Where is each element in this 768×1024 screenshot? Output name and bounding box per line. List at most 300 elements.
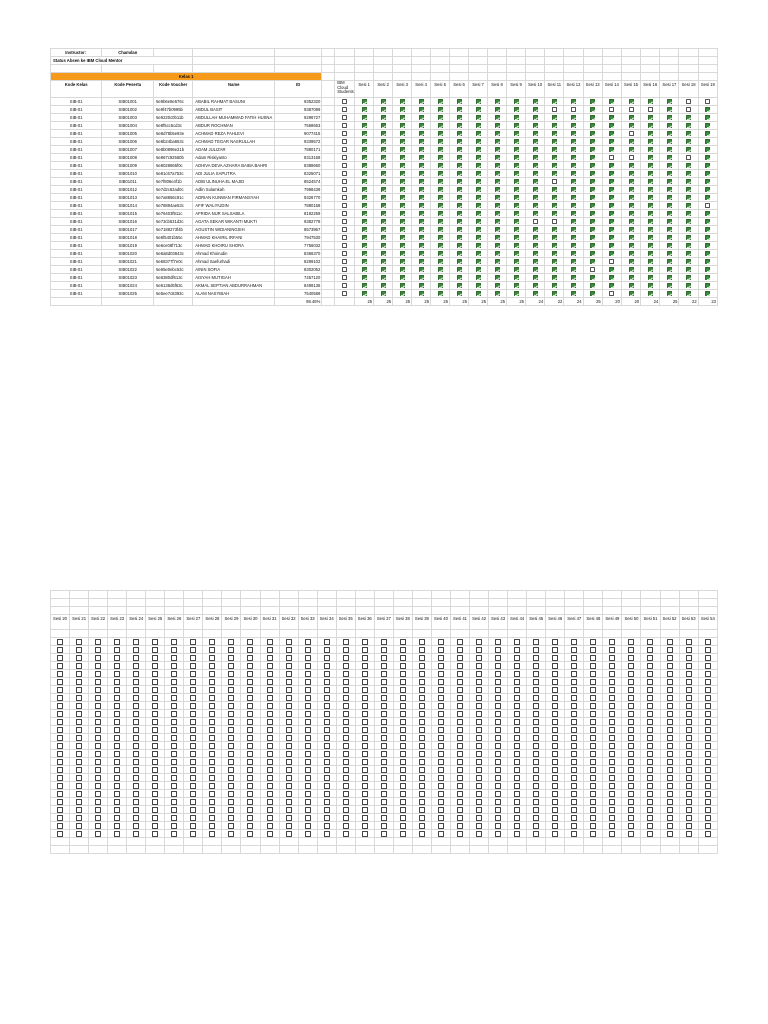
attendance-checkbox-sesi-25[interactable] bbox=[152, 791, 158, 797]
ibm-cloud-checkbox[interactable] bbox=[342, 227, 347, 232]
attendance-checkbox-sesi-21[interactable] bbox=[76, 655, 82, 661]
attendance-checkbox-sesi-45[interactable] bbox=[533, 799, 539, 805]
attendance-checkbox-sesi-27[interactable] bbox=[190, 727, 196, 733]
attendance-checkbox-sesi-8[interactable] bbox=[495, 115, 500, 120]
attendance-checkbox-sesi-22[interactable] bbox=[95, 719, 101, 725]
attendance-checkbox-sesi-36[interactable] bbox=[362, 647, 368, 653]
attendance-checkbox-sesi-54[interactable] bbox=[705, 687, 711, 693]
attendance-checkbox-sesi-51[interactable] bbox=[647, 759, 653, 765]
attendance-checkbox-sesi-32[interactable] bbox=[286, 719, 292, 725]
attendance-checkbox-sesi-12[interactable] bbox=[571, 267, 576, 272]
attendance-checkbox-sesi-13[interactable] bbox=[590, 115, 595, 120]
attendance-checkbox-sesi-47[interactable] bbox=[571, 799, 577, 805]
attendance-checkbox-sesi-22[interactable] bbox=[95, 671, 101, 677]
attendance-checkbox-sesi-20[interactable] bbox=[57, 655, 63, 661]
attendance-checkbox-sesi-46[interactable] bbox=[552, 663, 558, 669]
attendance-checkbox-sesi-5[interactable] bbox=[438, 243, 443, 248]
attendance-checkbox-sesi-52[interactable] bbox=[667, 647, 673, 653]
attendance-checkbox-sesi-42[interactable] bbox=[476, 719, 482, 725]
attendance-checkbox-sesi-7[interactable] bbox=[476, 267, 481, 272]
attendance-checkbox-sesi-37[interactable] bbox=[381, 807, 387, 813]
attendance-checkbox-sesi-5[interactable] bbox=[438, 251, 443, 256]
attendance-checkbox-sesi-13[interactable] bbox=[590, 139, 595, 144]
attendance-checkbox-sesi-15[interactable] bbox=[629, 283, 634, 288]
attendance-checkbox-sesi-13[interactable] bbox=[590, 251, 595, 256]
attendance-checkbox-sesi-26[interactable] bbox=[171, 639, 177, 645]
attendance-checkbox-sesi-47[interactable] bbox=[571, 655, 577, 661]
attendance-checkbox-sesi-39[interactable] bbox=[419, 783, 425, 789]
ibm-cloud-checkbox[interactable] bbox=[342, 171, 347, 176]
attendance-checkbox-sesi-49[interactable] bbox=[609, 775, 615, 781]
attendance-checkbox-sesi-3[interactable] bbox=[400, 203, 405, 208]
attendance-checkbox-sesi-15[interactable] bbox=[629, 227, 634, 232]
attendance-checkbox-sesi-43[interactable] bbox=[495, 655, 501, 661]
attendance-checkbox-sesi-35[interactable] bbox=[343, 695, 349, 701]
attendance-checkbox-sesi-14[interactable] bbox=[609, 131, 614, 136]
attendance-checkbox-sesi-35[interactable] bbox=[343, 799, 349, 805]
attendance-checkbox-sesi-22[interactable] bbox=[95, 663, 101, 669]
attendance-checkbox-sesi-15[interactable] bbox=[629, 251, 634, 256]
attendance-checkbox-sesi-20[interactable] bbox=[57, 799, 63, 805]
attendance-checkbox-sesi-8[interactable] bbox=[495, 99, 500, 104]
attendance-checkbox-sesi-39[interactable] bbox=[419, 655, 425, 661]
attendance-checkbox-sesi-35[interactable] bbox=[343, 783, 349, 789]
attendance-checkbox-sesi-45[interactable] bbox=[533, 735, 539, 741]
attendance-checkbox-sesi-41[interactable] bbox=[457, 791, 463, 797]
attendance-checkbox-sesi-49[interactable] bbox=[609, 639, 615, 645]
attendance-checkbox-sesi-15[interactable] bbox=[629, 107, 634, 112]
attendance-checkbox-sesi-34[interactable] bbox=[324, 655, 330, 661]
attendance-checkbox-sesi-50[interactable] bbox=[628, 695, 634, 701]
attendance-checkbox-sesi-22[interactable] bbox=[95, 727, 101, 733]
attendance-checkbox-sesi-47[interactable] bbox=[571, 791, 577, 797]
attendance-checkbox-sesi-14[interactable] bbox=[609, 147, 614, 152]
attendance-checkbox-sesi-17[interactable] bbox=[667, 171, 672, 176]
attendance-checkbox-sesi-41[interactable] bbox=[457, 783, 463, 789]
attendance-checkbox-sesi-35[interactable] bbox=[343, 639, 349, 645]
attendance-checkbox-sesi-40[interactable] bbox=[438, 687, 444, 693]
attendance-checkbox-sesi-25[interactable] bbox=[152, 807, 158, 813]
attendance-checkbox-sesi-15[interactable] bbox=[629, 187, 634, 192]
attendance-checkbox-sesi-38[interactable] bbox=[400, 743, 406, 749]
attendance-checkbox-sesi-41[interactable] bbox=[457, 719, 463, 725]
attendance-checkbox-sesi-24[interactable] bbox=[133, 767, 139, 773]
attendance-checkbox-sesi-27[interactable] bbox=[190, 823, 196, 829]
attendance-checkbox-sesi-10[interactable] bbox=[533, 243, 538, 248]
attendance-checkbox-sesi-35[interactable] bbox=[343, 791, 349, 797]
attendance-checkbox-sesi-45[interactable] bbox=[533, 719, 539, 725]
attendance-checkbox-sesi-54[interactable] bbox=[705, 807, 711, 813]
attendance-checkbox-sesi-52[interactable] bbox=[667, 791, 673, 797]
attendance-checkbox-sesi-24[interactable] bbox=[133, 751, 139, 757]
attendance-checkbox-sesi-54[interactable] bbox=[705, 799, 711, 805]
attendance-checkbox-sesi-36[interactable] bbox=[362, 759, 368, 765]
attendance-checkbox-sesi-44[interactable] bbox=[514, 767, 520, 773]
attendance-checkbox-sesi-18[interactable] bbox=[686, 163, 691, 168]
attendance-checkbox-sesi-37[interactable] bbox=[381, 799, 387, 805]
attendance-checkbox-sesi-42[interactable] bbox=[476, 671, 482, 677]
attendance-checkbox-sesi-36[interactable] bbox=[362, 783, 368, 789]
attendance-checkbox-sesi-14[interactable] bbox=[609, 235, 614, 240]
attendance-checkbox-sesi-50[interactable] bbox=[628, 663, 634, 669]
attendance-checkbox-sesi-5[interactable] bbox=[438, 267, 443, 272]
attendance-checkbox-sesi-44[interactable] bbox=[514, 663, 520, 669]
attendance-checkbox-sesi-19[interactable] bbox=[705, 235, 710, 240]
attendance-checkbox-sesi-51[interactable] bbox=[647, 647, 653, 653]
attendance-checkbox-sesi-42[interactable] bbox=[476, 831, 482, 837]
attendance-checkbox-sesi-42[interactable] bbox=[476, 735, 482, 741]
attendance-checkbox-sesi-30[interactable] bbox=[247, 671, 253, 677]
attendance-checkbox-sesi-20[interactable] bbox=[57, 759, 63, 765]
attendance-checkbox-sesi-53[interactable] bbox=[686, 767, 692, 773]
attendance-checkbox-sesi-19[interactable] bbox=[705, 203, 710, 208]
attendance-checkbox-sesi-43[interactable] bbox=[495, 767, 501, 773]
attendance-checkbox-sesi-53[interactable] bbox=[686, 727, 692, 733]
attendance-checkbox-sesi-49[interactable] bbox=[609, 703, 615, 709]
attendance-checkbox-sesi-18[interactable] bbox=[686, 139, 691, 144]
attendance-checkbox-sesi-9[interactable] bbox=[514, 227, 519, 232]
attendance-checkbox-sesi-46[interactable] bbox=[552, 703, 558, 709]
attendance-checkbox-sesi-3[interactable] bbox=[400, 219, 405, 224]
attendance-checkbox-sesi-48[interactable] bbox=[590, 719, 596, 725]
attendance-checkbox-sesi-52[interactable] bbox=[667, 639, 673, 645]
attendance-checkbox-sesi-8[interactable] bbox=[495, 291, 500, 296]
attendance-checkbox-sesi-15[interactable] bbox=[629, 179, 634, 184]
attendance-checkbox-sesi-41[interactable] bbox=[457, 743, 463, 749]
attendance-checkbox-sesi-41[interactable] bbox=[457, 767, 463, 773]
attendance-checkbox-sesi-40[interactable] bbox=[438, 679, 444, 685]
attendance-checkbox-sesi-47[interactable] bbox=[571, 767, 577, 773]
attendance-checkbox-sesi-26[interactable] bbox=[171, 735, 177, 741]
attendance-checkbox-sesi-15[interactable] bbox=[629, 275, 634, 280]
attendance-checkbox-sesi-30[interactable] bbox=[247, 775, 253, 781]
attendance-checkbox-sesi-5[interactable] bbox=[438, 275, 443, 280]
attendance-checkbox-sesi-6[interactable] bbox=[457, 211, 462, 216]
attendance-checkbox-sesi-26[interactable] bbox=[171, 743, 177, 749]
attendance-checkbox-sesi-37[interactable] bbox=[381, 751, 387, 757]
attendance-checkbox-sesi-16[interactable] bbox=[648, 259, 653, 264]
attendance-checkbox-sesi-1[interactable] bbox=[362, 147, 367, 152]
attendance-checkbox-sesi-42[interactable] bbox=[476, 711, 482, 717]
attendance-checkbox-sesi-39[interactable] bbox=[419, 687, 425, 693]
attendance-checkbox-sesi-13[interactable] bbox=[590, 99, 595, 104]
attendance-checkbox-sesi-39[interactable] bbox=[419, 759, 425, 765]
attendance-checkbox-sesi-35[interactable] bbox=[343, 823, 349, 829]
attendance-checkbox-sesi-7[interactable] bbox=[476, 171, 481, 176]
attendance-checkbox-sesi-29[interactable] bbox=[228, 695, 234, 701]
attendance-checkbox-sesi-15[interactable] bbox=[629, 203, 634, 208]
attendance-checkbox-sesi-3[interactable] bbox=[400, 227, 405, 232]
attendance-checkbox-sesi-37[interactable] bbox=[381, 791, 387, 797]
attendance-checkbox-sesi-49[interactable] bbox=[609, 663, 615, 669]
attendance-checkbox-sesi-50[interactable] bbox=[628, 655, 634, 661]
attendance-checkbox-sesi-25[interactable] bbox=[152, 775, 158, 781]
attendance-checkbox-sesi-41[interactable] bbox=[457, 703, 463, 709]
attendance-checkbox-sesi-9[interactable] bbox=[514, 99, 519, 104]
attendance-checkbox-sesi-22[interactable] bbox=[95, 751, 101, 757]
attendance-checkbox-sesi-34[interactable] bbox=[324, 663, 330, 669]
attendance-checkbox-sesi-21[interactable] bbox=[76, 639, 82, 645]
attendance-checkbox-sesi-19[interactable] bbox=[705, 275, 710, 280]
attendance-checkbox-sesi-16[interactable] bbox=[648, 139, 653, 144]
attendance-checkbox-sesi-15[interactable] bbox=[629, 163, 634, 168]
attendance-checkbox-sesi-53[interactable] bbox=[686, 719, 692, 725]
attendance-checkbox-sesi-42[interactable] bbox=[476, 767, 482, 773]
attendance-checkbox-sesi-49[interactable] bbox=[609, 711, 615, 717]
attendance-checkbox-sesi-32[interactable] bbox=[286, 791, 292, 797]
attendance-checkbox-sesi-49[interactable] bbox=[609, 679, 615, 685]
attendance-checkbox-sesi-47[interactable] bbox=[571, 719, 577, 725]
attendance-checkbox-sesi-39[interactable] bbox=[419, 767, 425, 773]
ibm-cloud-checkbox[interactable] bbox=[342, 163, 347, 168]
attendance-checkbox-sesi-40[interactable] bbox=[438, 719, 444, 725]
attendance-checkbox-sesi-21[interactable] bbox=[76, 791, 82, 797]
attendance-checkbox-sesi-52[interactable] bbox=[667, 703, 673, 709]
attendance-checkbox-sesi-21[interactable] bbox=[76, 743, 82, 749]
attendance-checkbox-sesi-25[interactable] bbox=[152, 655, 158, 661]
attendance-checkbox-sesi-14[interactable] bbox=[609, 227, 614, 232]
attendance-checkbox-sesi-39[interactable] bbox=[419, 703, 425, 709]
attendance-checkbox-sesi-28[interactable] bbox=[209, 663, 215, 669]
attendance-checkbox-sesi-2[interactable] bbox=[381, 235, 386, 240]
attendance-checkbox-sesi-25[interactable] bbox=[152, 823, 158, 829]
attendance-checkbox-sesi-9[interactable] bbox=[514, 131, 519, 136]
attendance-checkbox-sesi-54[interactable] bbox=[705, 655, 711, 661]
attendance-checkbox-sesi-27[interactable] bbox=[190, 735, 196, 741]
attendance-checkbox-sesi-46[interactable] bbox=[552, 655, 558, 661]
attendance-checkbox-sesi-4[interactable] bbox=[419, 139, 424, 144]
attendance-checkbox-sesi-30[interactable] bbox=[247, 767, 253, 773]
ibm-cloud-checkbox[interactable] bbox=[342, 219, 347, 224]
attendance-checkbox-sesi-39[interactable] bbox=[419, 663, 425, 669]
attendance-checkbox-sesi-47[interactable] bbox=[571, 783, 577, 789]
attendance-checkbox-sesi-10[interactable] bbox=[533, 107, 538, 112]
attendance-checkbox-sesi-43[interactable] bbox=[495, 799, 501, 805]
attendance-checkbox-sesi-47[interactable] bbox=[571, 695, 577, 701]
attendance-checkbox-sesi-19[interactable] bbox=[705, 139, 710, 144]
attendance-checkbox-sesi-38[interactable] bbox=[400, 711, 406, 717]
attendance-checkbox-sesi-21[interactable] bbox=[76, 663, 82, 669]
attendance-checkbox-sesi-54[interactable] bbox=[705, 727, 711, 733]
attendance-checkbox-sesi-44[interactable] bbox=[514, 775, 520, 781]
ibm-cloud-checkbox[interactable] bbox=[342, 99, 347, 104]
attendance-checkbox-sesi-47[interactable] bbox=[571, 759, 577, 765]
attendance-checkbox-sesi-25[interactable] bbox=[152, 799, 158, 805]
attendance-checkbox-sesi-15[interactable] bbox=[629, 115, 634, 120]
attendance-checkbox-sesi-24[interactable] bbox=[133, 815, 139, 821]
attendance-checkbox-sesi-6[interactable] bbox=[457, 107, 462, 112]
attendance-checkbox-sesi-32[interactable] bbox=[286, 735, 292, 741]
attendance-checkbox-sesi-51[interactable] bbox=[647, 783, 653, 789]
attendance-checkbox-sesi-22[interactable] bbox=[95, 687, 101, 693]
attendance-checkbox-sesi-31[interactable] bbox=[267, 687, 273, 693]
attendance-checkbox-sesi-9[interactable] bbox=[514, 275, 519, 280]
attendance-checkbox-sesi-53[interactable] bbox=[686, 775, 692, 781]
attendance-checkbox-sesi-49[interactable] bbox=[609, 647, 615, 653]
attendance-checkbox-sesi-4[interactable] bbox=[419, 235, 424, 240]
attendance-checkbox-sesi-25[interactable] bbox=[152, 639, 158, 645]
attendance-checkbox-sesi-32[interactable] bbox=[286, 783, 292, 789]
attendance-checkbox-sesi-21[interactable] bbox=[76, 815, 82, 821]
attendance-checkbox-sesi-12[interactable] bbox=[571, 155, 576, 160]
attendance-checkbox-sesi-50[interactable] bbox=[628, 807, 634, 813]
attendance-checkbox-sesi-33[interactable] bbox=[305, 815, 311, 821]
ibm-cloud-checkbox[interactable] bbox=[342, 235, 347, 240]
attendance-checkbox-sesi-35[interactable] bbox=[343, 647, 349, 653]
attendance-checkbox-sesi-20[interactable] bbox=[57, 695, 63, 701]
attendance-checkbox-sesi-28[interactable] bbox=[209, 679, 215, 685]
attendance-checkbox-sesi-20[interactable] bbox=[57, 807, 63, 813]
attendance-checkbox-sesi-6[interactable] bbox=[457, 267, 462, 272]
attendance-checkbox-sesi-50[interactable] bbox=[628, 719, 634, 725]
attendance-checkbox-sesi-1[interactable] bbox=[362, 203, 367, 208]
attendance-checkbox-sesi-47[interactable] bbox=[571, 823, 577, 829]
attendance-checkbox-sesi-17[interactable] bbox=[667, 99, 672, 104]
attendance-checkbox-sesi-21[interactable] bbox=[76, 711, 82, 717]
attendance-checkbox-sesi-25[interactable] bbox=[152, 711, 158, 717]
attendance-checkbox-sesi-28[interactable] bbox=[209, 719, 215, 725]
attendance-checkbox-sesi-49[interactable] bbox=[609, 815, 615, 821]
attendance-checkbox-sesi-43[interactable] bbox=[495, 759, 501, 765]
attendance-checkbox-sesi-44[interactable] bbox=[514, 695, 520, 701]
attendance-checkbox-sesi-16[interactable] bbox=[648, 131, 653, 136]
attendance-checkbox-sesi-53[interactable] bbox=[686, 711, 692, 717]
attendance-checkbox-sesi-54[interactable] bbox=[705, 751, 711, 757]
attendance-checkbox-sesi-24[interactable] bbox=[133, 655, 139, 661]
attendance-checkbox-sesi-25[interactable] bbox=[152, 703, 158, 709]
attendance-checkbox-sesi-49[interactable] bbox=[609, 727, 615, 733]
attendance-checkbox-sesi-45[interactable] bbox=[533, 671, 539, 677]
attendance-checkbox-sesi-18[interactable] bbox=[686, 147, 691, 152]
attendance-checkbox-sesi-19[interactable] bbox=[705, 131, 710, 136]
attendance-checkbox-sesi-38[interactable] bbox=[400, 799, 406, 805]
attendance-checkbox-sesi-12[interactable] bbox=[571, 123, 576, 128]
attendance-checkbox-sesi-2[interactable] bbox=[381, 163, 386, 168]
attendance-checkbox-sesi-29[interactable] bbox=[228, 743, 234, 749]
attendance-checkbox-sesi-26[interactable] bbox=[171, 711, 177, 717]
attendance-checkbox-sesi-16[interactable] bbox=[648, 107, 653, 112]
attendance-checkbox-sesi-9[interactable] bbox=[514, 115, 519, 120]
attendance-checkbox-sesi-41[interactable] bbox=[457, 799, 463, 805]
attendance-checkbox-sesi-17[interactable] bbox=[667, 211, 672, 216]
attendance-checkbox-sesi-26[interactable] bbox=[171, 807, 177, 813]
attendance-checkbox-sesi-3[interactable] bbox=[400, 107, 405, 112]
attendance-checkbox-sesi-29[interactable] bbox=[228, 759, 234, 765]
attendance-checkbox-sesi-7[interactable] bbox=[476, 283, 481, 288]
attendance-checkbox-sesi-3[interactable] bbox=[400, 139, 405, 144]
attendance-checkbox-sesi-30[interactable] bbox=[247, 687, 253, 693]
attendance-checkbox-sesi-36[interactable] bbox=[362, 655, 368, 661]
attendance-checkbox-sesi-21[interactable] bbox=[76, 799, 82, 805]
attendance-checkbox-sesi-32[interactable] bbox=[286, 815, 292, 821]
attendance-checkbox-sesi-38[interactable] bbox=[400, 767, 406, 773]
attendance-checkbox-sesi-3[interactable] bbox=[400, 283, 405, 288]
attendance-checkbox-sesi-53[interactable] bbox=[686, 807, 692, 813]
attendance-checkbox-sesi-54[interactable] bbox=[705, 759, 711, 765]
attendance-checkbox-sesi-6[interactable] bbox=[457, 187, 462, 192]
attendance-checkbox-sesi-20[interactable] bbox=[57, 671, 63, 677]
attendance-checkbox-sesi-10[interactable] bbox=[533, 275, 538, 280]
attendance-checkbox-sesi-30[interactable] bbox=[247, 751, 253, 757]
attendance-checkbox-sesi-6[interactable] bbox=[457, 195, 462, 200]
attendance-checkbox-sesi-41[interactable] bbox=[457, 695, 463, 701]
ibm-cloud-checkbox[interactable] bbox=[342, 275, 347, 280]
attendance-checkbox-sesi-40[interactable] bbox=[438, 807, 444, 813]
attendance-checkbox-sesi-31[interactable] bbox=[267, 735, 273, 741]
attendance-checkbox-sesi-15[interactable] bbox=[629, 139, 634, 144]
attendance-checkbox-sesi-46[interactable] bbox=[552, 775, 558, 781]
attendance-checkbox-sesi-14[interactable] bbox=[609, 283, 614, 288]
attendance-checkbox-sesi-43[interactable] bbox=[495, 831, 501, 837]
attendance-checkbox-sesi-31[interactable] bbox=[267, 767, 273, 773]
attendance-checkbox-sesi-2[interactable] bbox=[381, 187, 386, 192]
ibm-cloud-checkbox[interactable] bbox=[342, 267, 347, 272]
attendance-checkbox-sesi-50[interactable] bbox=[628, 823, 634, 829]
attendance-checkbox-sesi-12[interactable] bbox=[571, 211, 576, 216]
attendance-checkbox-sesi-16[interactable] bbox=[648, 195, 653, 200]
attendance-checkbox-sesi-2[interactable] bbox=[381, 123, 386, 128]
attendance-checkbox-sesi-18[interactable] bbox=[686, 291, 691, 296]
attendance-checkbox-sesi-31[interactable] bbox=[267, 647, 273, 653]
attendance-checkbox-sesi-7[interactable] bbox=[476, 235, 481, 240]
attendance-checkbox-sesi-24[interactable] bbox=[133, 687, 139, 693]
attendance-checkbox-sesi-46[interactable] bbox=[552, 807, 558, 813]
attendance-checkbox-sesi-29[interactable] bbox=[228, 791, 234, 797]
attendance-checkbox-sesi-19[interactable] bbox=[705, 259, 710, 264]
attendance-checkbox-sesi-39[interactable] bbox=[419, 727, 425, 733]
attendance-checkbox-sesi-37[interactable] bbox=[381, 703, 387, 709]
attendance-checkbox-sesi-11[interactable] bbox=[552, 283, 557, 288]
attendance-checkbox-sesi-28[interactable] bbox=[209, 639, 215, 645]
ibm-cloud-checkbox[interactable] bbox=[342, 195, 347, 200]
attendance-checkbox-sesi-20[interactable] bbox=[57, 743, 63, 749]
attendance-checkbox-sesi-25[interactable] bbox=[152, 663, 158, 669]
attendance-checkbox-sesi-32[interactable] bbox=[286, 695, 292, 701]
attendance-checkbox-sesi-41[interactable] bbox=[457, 687, 463, 693]
attendance-checkbox-sesi-39[interactable] bbox=[419, 647, 425, 653]
attendance-checkbox-sesi-42[interactable] bbox=[476, 751, 482, 757]
attendance-checkbox-sesi-21[interactable] bbox=[76, 775, 82, 781]
attendance-checkbox-sesi-9[interactable] bbox=[514, 291, 519, 296]
attendance-checkbox-sesi-11[interactable] bbox=[552, 171, 557, 176]
attendance-checkbox-sesi-44[interactable] bbox=[514, 823, 520, 829]
attendance-checkbox-sesi-42[interactable] bbox=[476, 783, 482, 789]
ibm-cloud-checkbox[interactable] bbox=[342, 251, 347, 256]
attendance-checkbox-sesi-45[interactable] bbox=[533, 823, 539, 829]
attendance-checkbox-sesi-30[interactable] bbox=[247, 679, 253, 685]
attendance-checkbox-sesi-31[interactable] bbox=[267, 807, 273, 813]
attendance-checkbox-sesi-2[interactable] bbox=[381, 131, 386, 136]
attendance-checkbox-sesi-5[interactable] bbox=[438, 227, 443, 232]
attendance-checkbox-sesi-17[interactable] bbox=[667, 115, 672, 120]
attendance-checkbox-sesi-18[interactable] bbox=[686, 99, 691, 104]
attendance-checkbox-sesi-31[interactable] bbox=[267, 799, 273, 805]
attendance-checkbox-sesi-13[interactable] bbox=[590, 211, 595, 216]
attendance-checkbox-sesi-11[interactable] bbox=[552, 163, 557, 168]
attendance-checkbox-sesi-41[interactable] bbox=[457, 759, 463, 765]
attendance-checkbox-sesi-52[interactable] bbox=[667, 727, 673, 733]
attendance-checkbox-sesi-30[interactable] bbox=[247, 727, 253, 733]
attendance-checkbox-sesi-4[interactable] bbox=[419, 147, 424, 152]
attendance-checkbox-sesi-46[interactable] bbox=[552, 735, 558, 741]
attendance-checkbox-sesi-45[interactable] bbox=[533, 791, 539, 797]
attendance-checkbox-sesi-50[interactable] bbox=[628, 767, 634, 773]
attendance-checkbox-sesi-4[interactable] bbox=[419, 259, 424, 264]
attendance-checkbox-sesi-14[interactable] bbox=[609, 203, 614, 208]
attendance-checkbox-sesi-41[interactable] bbox=[457, 807, 463, 813]
ibm-cloud-checkbox[interactable] bbox=[342, 291, 347, 296]
attendance-checkbox-sesi-19[interactable] bbox=[705, 283, 710, 288]
